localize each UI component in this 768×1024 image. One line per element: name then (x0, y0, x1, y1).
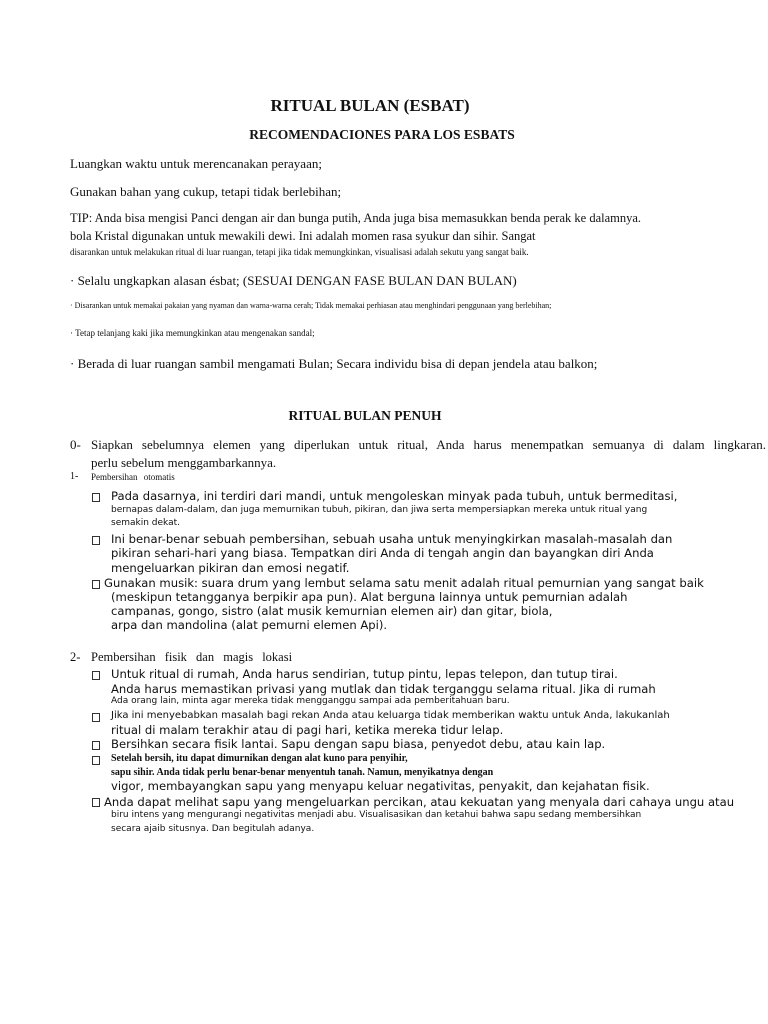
list-item-text: Untuk ritual di rumah, Anda harus sendirian, tutup pintu, lepas telepon, dan tutup tirai. (111, 667, 618, 681)
list-item-text: ritual di malam terakhir atau di pagi hari, ketika mereka tidur lelap. (111, 723, 504, 737)
list-item-text: Jika ini menyebabkan masalah bagi rekan Anda atau keluarga tidak memberikan waktu untuk Anda, lakukanlah (111, 710, 670, 721)
step-heading: Pembersihan fisik dan magis lokasi (91, 650, 293, 664)
checkbox-bullet-icon (92, 580, 100, 589)
step-text: perlu sebelum menggambarkannya. (91, 455, 277, 470)
intro-line: Luangkan waktu untuk merencanakan perayaan; (70, 156, 322, 171)
list-item-text: pikiran sehari-hari yang biasa. Tempatkan diri Anda di tengah angin dan bayangkan diri Anda (111, 546, 654, 560)
checkbox-bullet-icon (92, 536, 100, 545)
note-line: · Berada di luar ruangan sambil mengamati Bulan; Secara individu bisa di depan jendela atau balkon; (70, 356, 598, 371)
checkbox-bullet-icon (92, 798, 100, 807)
list-item-text: Bersihkan secara fisik lantai. Sapu dengan sapu biasa, penyedot debu, atau kain lap. (111, 737, 606, 751)
list-item-text: arpa dan mandolina (alat pemurni elemen Api). (111, 618, 388, 632)
step-heading: Pembersihan otomatis (91, 472, 175, 482)
tip-line: bola Kristal digunakan untuk mewakili dewi. Ini adalah momen rasa syukur dan sihir. Sangat (70, 229, 536, 243)
list-item-text: Anda harus memastikan privasi yang mutlak dan tidak terganggu selama ritual. Jika di rumah (111, 682, 656, 696)
note-line: · Tetap telanjang kaki jika memungkinkan atau mengenakan sandal; (70, 328, 315, 338)
document-title: RITUAL BULAN (ESBAT) (270, 96, 470, 115)
step-number: 1- (70, 471, 79, 482)
step-number: 2- (70, 650, 81, 664)
list-item-text: sapu sihir. Anda tidak perlu benar-benar menyentuh tanah. Namun, menyikatnya dengan (111, 767, 494, 778)
note-line: · Disarankan untuk memakai pakaian yang nyaman dan warna-warna cerah; Tidak memakai perhiasan atau menghindari penggunaan yang berlebihan; (70, 301, 552, 310)
list-item-text: biru intens yang mengurangi negativitas menjadi abu. Visualisasikan dan ketahui bahwa sapu sedang membersihkan (111, 810, 642, 820)
step-text: Siapkan sebelumnya elemen yang diperlukan untuk ritual, Anda harus menempatkan semuanya di dalam lingkaran. (91, 437, 766, 452)
tip-line: TIP: Anda bisa mengisi Panci dengan air dan bunga putih, Anda juga bisa memasukkan benda perak ke dalamnya. (70, 211, 642, 225)
list-item-text: secara ajaib situsnya. Dan begitulah adanya. (111, 824, 315, 834)
list-item-text: semakin dekat. (111, 518, 180, 528)
list-item-text: bernapas dalam-dalam, dan juga memurnikan tubuh, pikiran, dan jiwa serta mempersiapkan mereka untuk ritual yang (111, 505, 648, 515)
list-item-text: Pada dasarnya, ini terdiri dari mandi, untuk mengoleskan minyak pada tubuh, untuk bermeditasi, (111, 489, 678, 503)
checkbox-bullet-icon (92, 756, 100, 765)
checkbox-bullet-icon (92, 713, 100, 722)
section-title: RITUAL BULAN PENUH (288, 408, 442, 423)
list-item-text: Setelah bersih, itu dapat dimurnikan dengan alat kuno para penyihir, (111, 753, 408, 764)
intro-line: Gunakan bahan yang cukup, tetapi tidak berlebihan; (70, 184, 342, 199)
step-number: 0- (70, 437, 81, 452)
checkbox-bullet-icon (92, 671, 100, 680)
list-item-text: vigor, membayangkan sapu yang menyapu keluar negativitas, penyakit, dan kejahatan fisik. (111, 779, 650, 793)
checkbox-bullet-icon (92, 493, 100, 502)
list-item-text: Ada orang lain, minta agar mereka tidak mengganggu sampai ada pemberitahuan baru. (111, 696, 510, 706)
list-item-text: Gunakan musik: suara drum yang lembut selama satu menit adalah ritual pemurnian yang sangat baik (104, 576, 704, 590)
checkbox-bullet-icon (92, 741, 100, 750)
list-item-text: Ini benar-benar sebuah pembersihan, sebuah usaha untuk menyingkirkan masalah-masalah dan (111, 532, 673, 546)
list-item-text: (meskipun tetangganya berpikir apa pun). Alat berguna lainnya untuk pemurnian adalah (111, 590, 628, 604)
list-item-text: Anda dapat melihat sapu yang mengeluarkan percikan, atau kekuatan yang menyala dari cahaya ungu atau (104, 795, 735, 809)
document-subtitle: RECOMENDACIONES PARA LOS ESBATS (249, 127, 515, 142)
tip-line: disarankan untuk melakukan ritual di luar ruangan, tetapi jika tidak memungkinkan, visualisasi adalah sekutu yang sangat baik. (70, 247, 529, 257)
list-item-text: mengeluarkan pikiran dan emosi negatif. (111, 561, 350, 575)
list-item-text: campanas, gongo, sistro (alat musik kemurnian elemen air) dan gitar, biola, (111, 604, 553, 618)
note-line: · Selalu ungkapkan alasan ésbat; (SESUAI DENGAN FASE BULAN DAN BULAN) (70, 273, 517, 288)
